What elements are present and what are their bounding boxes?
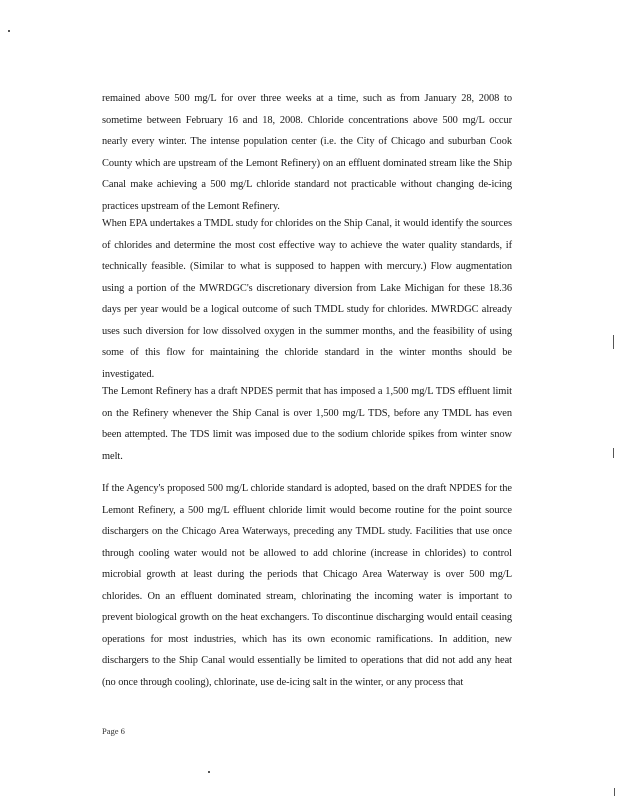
paragraph-npdes-permit: The Lemont Refinery has a draft NPDES permit that has imposed a 1,500 mg/L TDS effluent limit on the Refinery whenever the Ship Canal is over 1,500 mg/L TDS, before any TMDL has even been attempted. The TDS limit was imposed due to the sodium chloride spikes from winter snow melt. <box>102 386 512 462</box>
scan-margin-line <box>613 448 614 458</box>
scan-margin-line <box>614 788 615 796</box>
scan-margin-line <box>613 335 614 349</box>
scan-speck <box>208 771 210 773</box>
paragraph-tmdl-study: When EPA undertakes a TMDL study for chlorides on the Ship Canal, it would identify the sources of chlorides and determine the most cost effective way to achieve the water quality standards, if technically feasible. (Similar to what is supposed to happen with mercury.) Flow augmentation using a portion of the MWRDGC's discretionary diversion from Lake Michigan for these 18.36 days per year would be a logical outcome of such TMDL study for chlorides. MWRDGC already uses such diversion for low dissolved oxygen in the summer months, and the feasibility of using some of this flow for maintaining the chloride standard in the winter months should be investigated. <box>102 218 512 380</box>
paragraph-proposed-standard: If the Agency's proposed 500 mg/L chloride standard is adopted, based on the draft NPDES for the Lemont Refinery, a 500 mg/L effluent chloride limit would become routine for the point source dischargers on the Chicago Area Waterways, preceding any TMDL study. Facilities that use once through cooling water would not be allowed to add chlorine (increase in chlorides) to control microbial growth at least during the periods that Chicago Area Waterway is over 500 mg/L chlorides. On an effluent dominated stream, chlorinating the incoming water is important to prevent biological growth on the heat exchangers. To discontinue discharging would entail ceasing operations for most industries, which has its own economic ramifications. In addition, new dischargers to the Ship Canal would essentially be limited to operations that did not add any heat (no once through cooling), chlorinate, use de-icing salt in the winter, or any process that <box>102 483 512 688</box>
scan-speck <box>8 30 10 32</box>
page-number: Page 6 <box>102 726 125 736</box>
paragraph-chloride-concentrations: remained above 500 mg/L for over three weeks at a time, such as from January 28, 2008 to sometime between February 16 and 18, 2008. Chloride concentrations above 500 mg/L occur nearly every winter. The intense population center (i.e. the City of Chicago and suburban Cook County which are upstream of the Lemont Refinery) on an effluent dominated stream like the Ship Canal make achieving a 500 mg/L chloride standard not practicable without changing de-icing practices upstream of the Lemont Refinery. <box>102 93 512 212</box>
